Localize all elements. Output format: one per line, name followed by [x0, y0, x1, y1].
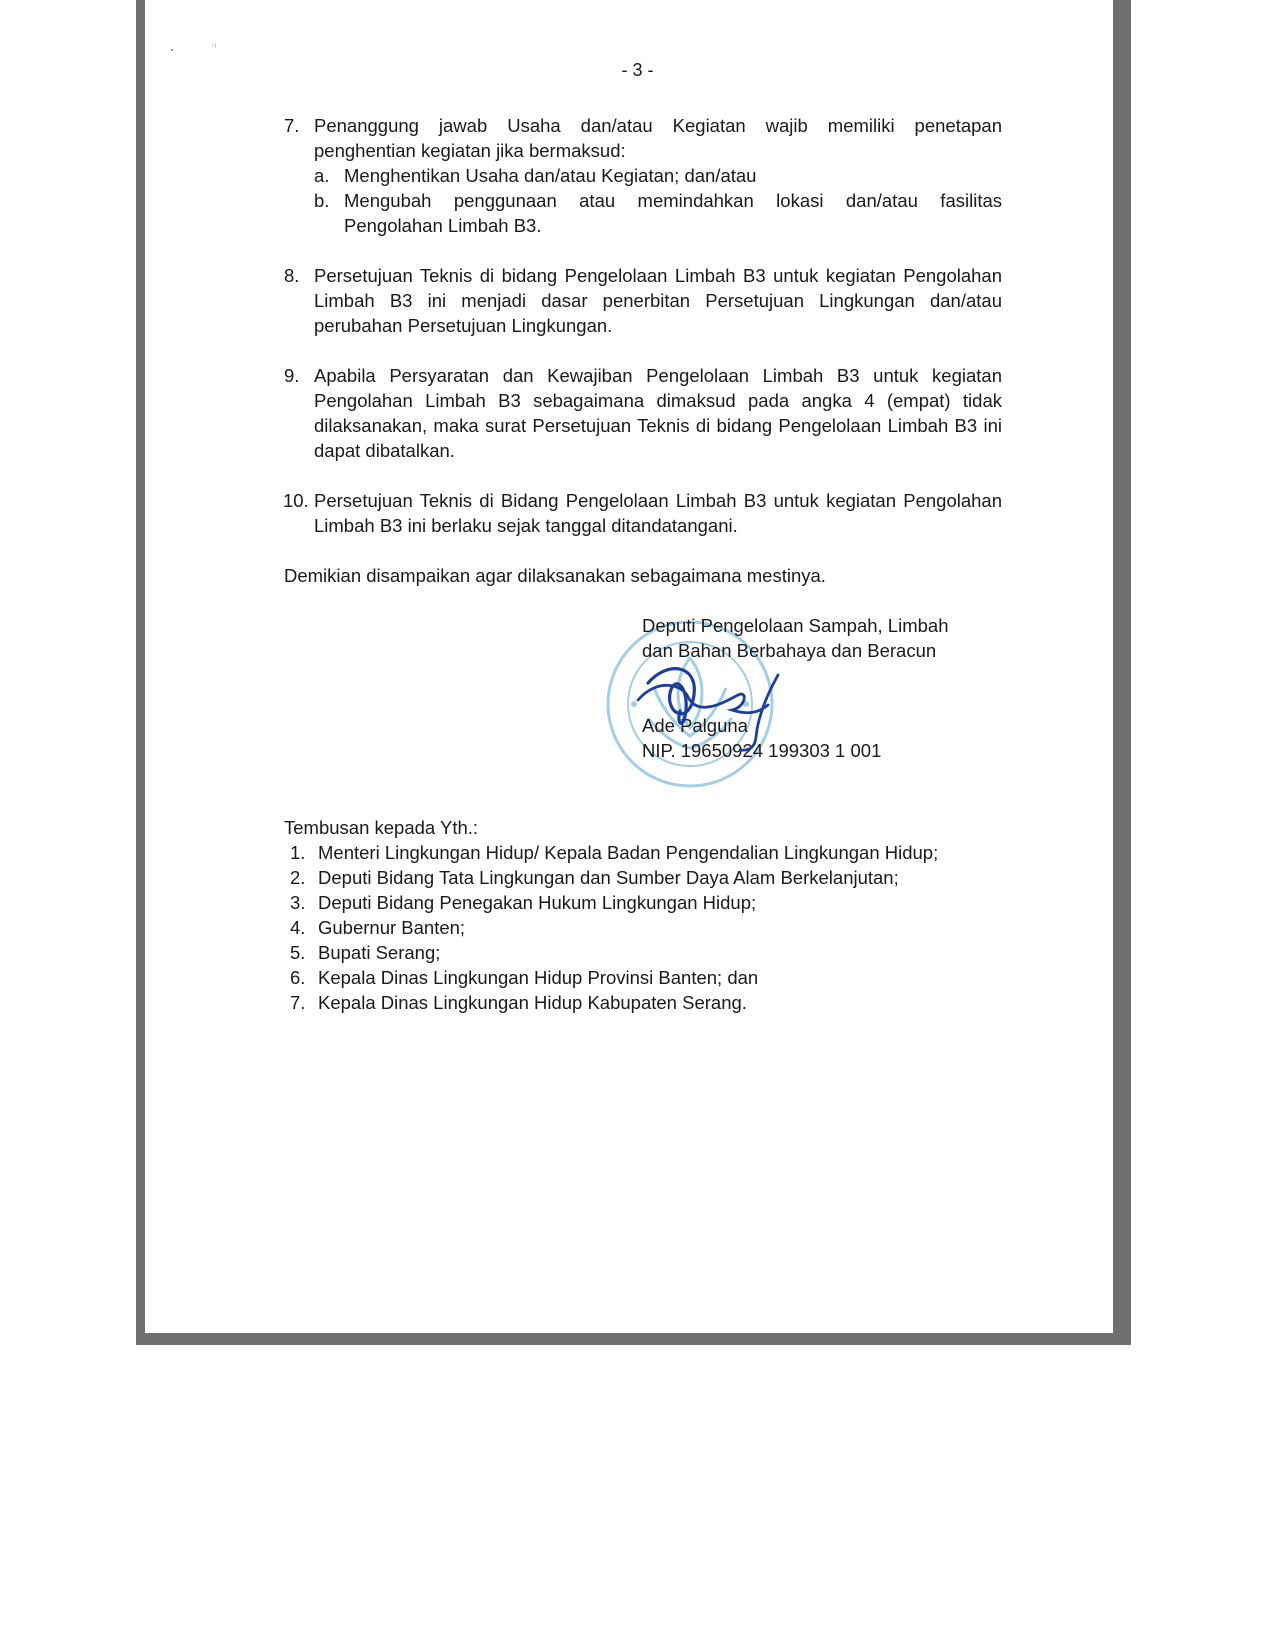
- cc-item: [284, 840, 1004, 865]
- item-number: 7.: [284, 115, 300, 136]
- cc-item: [284, 990, 1004, 1015]
- item-text: Penanggung jawab Usaha dan/atau Kegiatan wajib memiliki penetapan penghentian kegiatan jika bermaksud:: [314, 115, 1002, 161]
- page-number: - 3 -: [621, 60, 654, 80]
- cc-item-number: 3.: [290, 892, 306, 913]
- cc-item-number: 5.: [290, 942, 306, 963]
- cc-item-text: Bupati Serang;: [318, 942, 441, 963]
- signatory-title-line2: dan Bahan Berbahaya dan Beracun: [642, 640, 937, 661]
- signatory-title-line1: Deputi Pengelolaan Sampah, Limbah: [642, 615, 949, 636]
- cc-heading: Tembusan kepada Yth.:: [284, 817, 479, 838]
- item-number: 10.: [283, 490, 309, 511]
- cc-item-number: 4.: [290, 917, 306, 938]
- item-text: Apabila Persyaratan dan Kewajiban Pengelolaan Limbah B3 untuk kegiatan Pengolahan Limbah B3 sebagaimana dimaksud pada angka 4 (empat) tidak dilaksanakan, maka surat Persetujuan Teknis di bidang Pengelolaan Limbah B3 ini dapat dibatalkan.: [314, 365, 1002, 461]
- cc-item: [284, 965, 1004, 990]
- numbered-item-7: [284, 113, 1002, 238]
- cc-item-number: 1.: [290, 842, 306, 863]
- signatory-name: Ade Palguna: [642, 715, 748, 736]
- item-text: Persetujuan Teknis di Bidang Pengelolaan Limbah B3 untuk kegiatan Pengolahan Limbah B3 ini berlaku sejak tanggal ditandatangani.: [314, 490, 1002, 536]
- closing-sentence: Demikian disampaikan agar dilaksanakan sebagaimana mestinya.: [284, 565, 826, 586]
- sub-item-letter: b.: [314, 190, 330, 211]
- cc-item-text: Kepala Dinas Lingkungan Hidup Provinsi Banten; dan: [318, 967, 759, 988]
- handwritten-signature: [628, 655, 798, 765]
- cc-item-number: 7.: [290, 992, 306, 1013]
- cc-item: [284, 915, 1004, 940]
- cc-item-text: Deputi Bidang Tata Lingkungan dan Sumber Daya Alam Berkelanjutan;: [318, 867, 899, 888]
- numbered-item-8: [284, 263, 1002, 338]
- numbered-item-10: [284, 488, 1002, 538]
- cc-item-text: Kepala Dinas Lingkungan Hidup Kabupaten Serang.: [318, 992, 747, 1013]
- cc-item: [284, 940, 1004, 965]
- signatory-nip: NIP. 19650924 199303 1 001: [642, 740, 882, 761]
- sub-item-text: Menghentikan Usaha dan/atau Kegiatan; dan/atau: [344, 165, 757, 186]
- sub-item-a: [314, 163, 1002, 188]
- sub-item-letter: a.: [314, 165, 330, 186]
- cc-item-number: 6.: [290, 967, 306, 988]
- cc-item-text: Menteri Lingkungan Hidup/ Kepala Badan Pengendalian Lingkungan Hidup;: [318, 842, 939, 863]
- item-number: 8.: [284, 265, 300, 286]
- item-number: 9.: [284, 365, 300, 386]
- sub-item-text: Mengubah penggunaan atau memindahkan lokasi dan/atau fasilitas Pengolahan Limbah B3.: [344, 190, 1002, 236]
- numbered-item-9: [284, 363, 1002, 463]
- sub-item-b: [314, 188, 1002, 238]
- cc-item: [284, 890, 1004, 915]
- cc-list: [284, 815, 1004, 1015]
- cc-item-text: Deputi Bidang Penegakan Hukum Lingkungan Hidup;: [318, 892, 757, 913]
- cc-item: [284, 865, 1004, 890]
- item-text: Persetujuan Teknis di bidang Pengelolaan Limbah B3 untuk kegiatan Pengolahan Limbah B3 ini menjadi dasar penerbitan Persetujuan Lingkungan dan/atau perubahan Persetujuan Lingkungan.: [314, 265, 1002, 336]
- cc-item-number: 2.: [290, 867, 306, 888]
- cc-item-text: Gubernur Banten;: [318, 917, 466, 938]
- scan-specks: [170, 40, 230, 60]
